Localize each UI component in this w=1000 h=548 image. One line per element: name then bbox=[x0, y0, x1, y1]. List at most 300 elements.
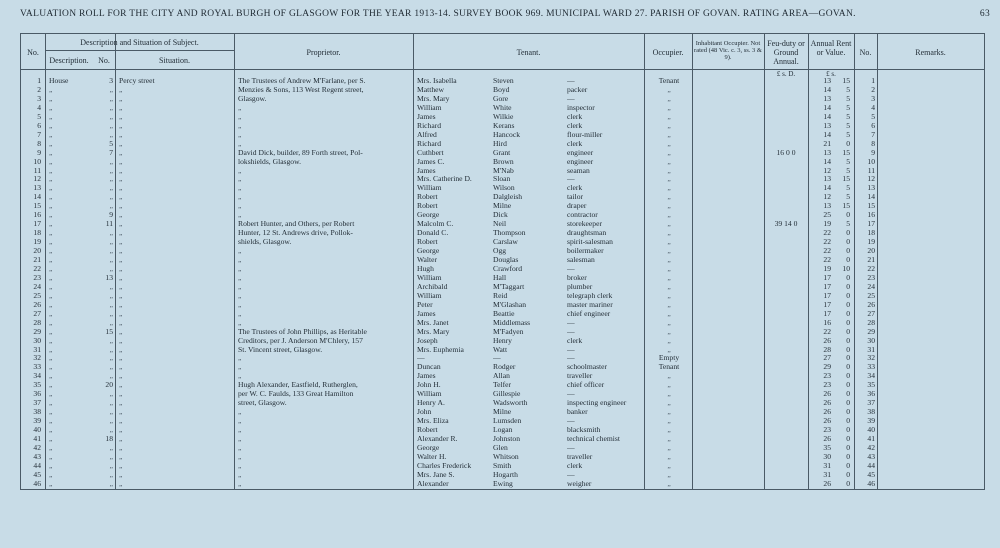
cell-no2: 9 bbox=[871, 148, 875, 157]
table-row bbox=[21, 202, 984, 210]
col-feu-duty: Feu-duty or Ground Annual. bbox=[767, 39, 805, 66]
cell-hno: „ bbox=[109, 103, 113, 112]
cell-first: George bbox=[417, 211, 440, 220]
cell-no2: 29 bbox=[867, 327, 875, 336]
cell-rent-l: 26 bbox=[823, 479, 831, 488]
cell-no: 4 bbox=[37, 103, 41, 112]
cell-last: Steven bbox=[493, 77, 514, 85]
cell-occupier: „ bbox=[667, 273, 671, 282]
cell-first: Richard bbox=[417, 121, 442, 130]
cell-first: Malcolm C. bbox=[417, 220, 454, 229]
table-row bbox=[21, 372, 984, 380]
cell-hno: „ bbox=[109, 175, 113, 184]
cell-hno: „ bbox=[109, 94, 113, 103]
cell-sit: „ bbox=[119, 470, 123, 479]
cell-last: Glen bbox=[493, 443, 508, 452]
cell-no: 17 bbox=[33, 220, 41, 229]
cell-sit: „ bbox=[119, 345, 123, 354]
table-row bbox=[21, 363, 984, 371]
cell-desc: „ bbox=[49, 175, 53, 184]
cell-occ: traveller bbox=[567, 372, 593, 381]
cell-prop: shields, Glasgow. bbox=[238, 238, 292, 247]
cell-desc: „ bbox=[49, 121, 53, 130]
cell-desc: „ bbox=[49, 479, 53, 488]
cell-no: 15 bbox=[33, 202, 41, 211]
table-row bbox=[21, 453, 984, 461]
cell-rent-l: 26 bbox=[823, 336, 831, 345]
table-row bbox=[21, 444, 984, 452]
cell-no2: 15 bbox=[867, 202, 875, 211]
cell-no: 8 bbox=[37, 139, 41, 148]
cell-last: Wadsworth bbox=[493, 399, 528, 408]
cell-desc: „ bbox=[49, 193, 53, 202]
cell-last: Gore bbox=[493, 94, 509, 103]
cell-desc: „ bbox=[49, 452, 53, 461]
cell-occupier: „ bbox=[667, 256, 671, 264]
cell-rent-l: 17 bbox=[823, 300, 831, 309]
cell-rent-s: 0 bbox=[846, 390, 850, 399]
cell-occ: — bbox=[567, 264, 575, 273]
cell-no2: 43 bbox=[867, 452, 875, 461]
cell-desc: „ bbox=[49, 139, 53, 148]
cell-rent-l: 29 bbox=[823, 363, 831, 372]
cell-first: Mrs. Janet bbox=[417, 318, 449, 327]
table-row bbox=[21, 184, 984, 192]
cell-sit: „ bbox=[119, 363, 123, 372]
table-row bbox=[21, 86, 984, 94]
table-row bbox=[21, 399, 984, 407]
cell-no2: 28 bbox=[867, 318, 875, 327]
cell-rent-s: 15 bbox=[842, 148, 850, 157]
cell-no: 20 bbox=[33, 247, 41, 256]
cell-first: Mrs. Catherine D. bbox=[417, 175, 472, 184]
cell-rent-s: 0 bbox=[846, 372, 850, 381]
cell-occupier: „ bbox=[667, 264, 671, 273]
cell-rent-s: 0 bbox=[846, 345, 850, 354]
cell-rent-s: 0 bbox=[846, 470, 850, 479]
cell-desc: „ bbox=[49, 417, 53, 426]
cell-desc: „ bbox=[49, 157, 53, 166]
cell-desc: „ bbox=[49, 229, 53, 238]
cell-occupier: Empty bbox=[658, 354, 680, 363]
cell-prop: „ bbox=[238, 130, 242, 139]
page-header bbox=[20, 9, 990, 19]
cell-no: 3 bbox=[37, 94, 41, 103]
cell-prop: David Dick, builder, 89 Forth street, Pol- bbox=[238, 148, 363, 157]
cell-desc: „ bbox=[49, 354, 53, 363]
cell-no2: 17 bbox=[867, 220, 875, 229]
cell-desc: „ bbox=[49, 443, 53, 452]
cell-no: 32 bbox=[33, 354, 41, 363]
col-proprietor: Proprietor. bbox=[306, 48, 341, 57]
cell-rent-l: 31 bbox=[823, 461, 831, 470]
cell-first: Robert bbox=[417, 426, 438, 435]
cell-rent-s: 0 bbox=[846, 318, 850, 327]
cell-rent-s: 5 bbox=[846, 103, 850, 112]
cell-last: Neil bbox=[493, 220, 507, 229]
cell-sit: „ bbox=[119, 121, 123, 130]
cell-occ: plumber bbox=[567, 282, 593, 291]
cell-hno: „ bbox=[109, 130, 113, 139]
table-row bbox=[21, 274, 984, 282]
cell-rent-s: 5 bbox=[846, 157, 850, 166]
feu-units: £ s. D. bbox=[776, 70, 796, 78]
cell-occupier: „ bbox=[667, 318, 671, 327]
cell-occ: technical chemist bbox=[567, 435, 620, 443]
cell-occupier: „ bbox=[667, 166, 671, 175]
cell-last: Smith bbox=[493, 461, 512, 470]
cell-sit: „ bbox=[119, 193, 123, 202]
cell-prop: „ bbox=[238, 426, 242, 435]
cell-hno: „ bbox=[109, 202, 113, 211]
cell-rent-s: 0 bbox=[846, 238, 850, 247]
cell-no: 45 bbox=[33, 470, 41, 479]
cell-no2: 19 bbox=[867, 238, 875, 247]
cell-rent-l: 22 bbox=[823, 238, 831, 247]
cell-occ: traveller bbox=[567, 452, 593, 461]
cell-prop: „ bbox=[238, 273, 242, 282]
cell-hno: „ bbox=[109, 354, 113, 363]
cell-first: Robert bbox=[417, 202, 438, 211]
cell-prop: lokshields, Glasgow. bbox=[238, 157, 301, 166]
cell-first: Mrs. Euphemia bbox=[417, 345, 464, 354]
cell-no: 7 bbox=[37, 130, 41, 139]
cell-rent-l: 35 bbox=[823, 443, 831, 452]
cell-occupier: „ bbox=[667, 175, 671, 184]
cell-no: 24 bbox=[33, 282, 41, 291]
col-no-right: No. bbox=[859, 48, 872, 57]
rent-units: £ s. bbox=[826, 70, 836, 78]
cell-occupier: „ bbox=[667, 426, 671, 435]
cell-first: Alexander bbox=[417, 479, 449, 488]
cell-hno: 15 bbox=[105, 327, 113, 336]
cell-hno: „ bbox=[109, 443, 113, 452]
cell-no: 35 bbox=[33, 381, 41, 390]
cell-desc: „ bbox=[49, 211, 53, 220]
cell-hno: „ bbox=[109, 479, 113, 488]
cell-prop: per W. C. Faulds, 133 Great Hamilton bbox=[238, 390, 354, 399]
cell-no: 36 bbox=[33, 390, 41, 399]
cell-occ: — bbox=[567, 345, 575, 354]
cell-occ: clerk bbox=[567, 121, 583, 130]
cell-occupier: „ bbox=[667, 300, 671, 309]
cell-rent-l: 14 bbox=[823, 130, 831, 139]
cell-rent-s: 0 bbox=[846, 426, 850, 435]
cell-last: Ogg bbox=[493, 247, 507, 256]
cell-rent-l: 19 bbox=[823, 264, 831, 273]
cell-occupier: „ bbox=[667, 157, 671, 166]
cell-sit: „ bbox=[119, 211, 123, 220]
cell-no: 33 bbox=[33, 363, 41, 372]
cell-no2: 36 bbox=[867, 390, 875, 399]
cell-no: 14 bbox=[33, 193, 41, 202]
cell-rent-l: 14 bbox=[823, 103, 831, 112]
table-row bbox=[21, 247, 984, 255]
cell-last: — bbox=[493, 354, 501, 363]
cell-desc: „ bbox=[49, 399, 53, 408]
cell-no2: 40 bbox=[867, 426, 875, 435]
cell-occ: inspector bbox=[567, 103, 595, 112]
cell-desc: „ bbox=[49, 318, 53, 327]
table-row bbox=[21, 131, 984, 139]
page-title: VALUATION ROLL FOR THE CITY AND ROYAL BURGH OF GLASGOW FOR THE YEAR 1913-14. SURVEY BOOK 969. MUNICIPAL WARD 27. PARISH OF GOVAN. RATING AREA—GOVAN. bbox=[20, 9, 856, 19]
table-row bbox=[21, 328, 984, 336]
col-remarks: Remarks. bbox=[915, 48, 946, 57]
cell-no2: 25 bbox=[867, 291, 875, 300]
cell-rent-l: 31 bbox=[823, 470, 831, 479]
cell-prop: „ bbox=[238, 461, 242, 470]
cell-occupier: „ bbox=[667, 399, 671, 408]
cell-rent-s: 5 bbox=[846, 193, 850, 202]
cell-hno: „ bbox=[109, 408, 113, 417]
cell-occ: schoolmaster bbox=[567, 363, 608, 372]
cell-first: John bbox=[417, 408, 432, 417]
cell-occupier: „ bbox=[667, 479, 671, 488]
cell-occ: chief officer bbox=[567, 381, 605, 390]
cell-occupier: „ bbox=[667, 282, 671, 291]
cell-sit: „ bbox=[119, 175, 123, 184]
cell-sit: „ bbox=[119, 336, 123, 345]
cell-sit: „ bbox=[119, 247, 123, 256]
cell-occupier: „ bbox=[667, 372, 671, 381]
table-row bbox=[21, 283, 984, 291]
cell-desc: „ bbox=[49, 220, 53, 229]
cell-no: 25 bbox=[33, 291, 41, 300]
cell-sit: „ bbox=[119, 184, 123, 193]
table-row bbox=[21, 77, 984, 85]
cell-prop: „ bbox=[238, 184, 242, 193]
cell-hno: „ bbox=[109, 184, 113, 193]
cell-first: Alfred bbox=[417, 130, 437, 139]
cell-no: 13 bbox=[33, 184, 41, 193]
cell-desc: „ bbox=[49, 130, 53, 139]
cell-desc: „ bbox=[49, 184, 53, 193]
cell-occ: — bbox=[567, 94, 575, 103]
cell-prop: „ bbox=[238, 291, 242, 300]
cell-prop: „ bbox=[238, 372, 242, 381]
cell-hno: „ bbox=[109, 399, 113, 408]
cell-no2: 18 bbox=[867, 229, 875, 238]
cell-occ: chief engineer bbox=[567, 309, 611, 318]
cell-sit: „ bbox=[119, 354, 123, 363]
cell-first: William bbox=[417, 291, 442, 300]
cell-first: Mrs. Jane S. bbox=[417, 470, 455, 479]
cell-occupier: „ bbox=[667, 202, 671, 211]
cell-sit: „ bbox=[119, 273, 123, 282]
cell-no: 26 bbox=[33, 300, 41, 309]
cell-no2: 6 bbox=[871, 121, 875, 130]
cell-prop: „ bbox=[238, 408, 242, 417]
cell-no: 30 bbox=[33, 336, 41, 345]
cell-hno: „ bbox=[109, 121, 113, 130]
cell-no: 27 bbox=[33, 309, 41, 318]
table-row bbox=[21, 104, 984, 112]
table-row bbox=[21, 265, 984, 273]
cell-hno: „ bbox=[109, 238, 113, 247]
cell-sit: „ bbox=[119, 103, 123, 112]
cell-desc: „ bbox=[49, 363, 53, 372]
cell-desc: „ bbox=[49, 345, 53, 354]
cell-no: 31 bbox=[33, 345, 41, 354]
cell-hno: „ bbox=[109, 363, 113, 372]
cell-hno: „ bbox=[109, 282, 113, 291]
cell-no2: 23 bbox=[867, 273, 875, 282]
cell-prop: Robert Hunter, and Others, per Robert bbox=[238, 220, 355, 229]
cell-hno: 5 bbox=[109, 139, 113, 148]
cell-occ: — bbox=[567, 327, 575, 336]
cell-no: 12 bbox=[33, 175, 41, 184]
table-row bbox=[21, 193, 984, 201]
table-row bbox=[21, 175, 984, 183]
cell-hno: „ bbox=[109, 345, 113, 354]
cell-sit: „ bbox=[119, 309, 123, 318]
cell-rent-s: 0 bbox=[846, 273, 850, 282]
cell-prop: The Trustees of Andrew M'Farlane, per S. bbox=[238, 77, 366, 85]
cell-last: Hogarth bbox=[493, 470, 518, 479]
cell-desc: „ bbox=[49, 94, 53, 103]
cell-occ: spirit-salesman bbox=[567, 238, 613, 247]
cell-occ: clerk bbox=[567, 336, 583, 345]
cell-desc: „ bbox=[49, 470, 53, 479]
cell-rent-s: 0 bbox=[846, 408, 850, 417]
cell-prop: St. Vincent street, Glasgow. bbox=[238, 345, 323, 354]
cell-rent-l: 28 bbox=[823, 345, 831, 354]
cell-last: Rodger bbox=[493, 363, 516, 372]
cell-sit: „ bbox=[119, 318, 123, 327]
cell-occ: — bbox=[567, 443, 575, 452]
cell-prop: „ bbox=[238, 300, 242, 309]
cell-first: Donald C. bbox=[417, 229, 449, 238]
cell-occupier: „ bbox=[667, 291, 671, 300]
cell-rent-s: 0 bbox=[846, 399, 850, 408]
cell-rent-s: 0 bbox=[846, 443, 850, 452]
cell-no2: 33 bbox=[867, 363, 875, 372]
cell-prop: „ bbox=[238, 264, 242, 273]
cell-first: Matthew bbox=[417, 85, 444, 94]
cell-occupier: „ bbox=[667, 85, 671, 94]
cell-prop: „ bbox=[238, 211, 242, 220]
cell-occ: salesman bbox=[567, 256, 595, 264]
table-row bbox=[21, 113, 984, 121]
cell-occupier: „ bbox=[667, 211, 671, 220]
table-row bbox=[21, 480, 984, 488]
cell-last: M'Glashan bbox=[493, 300, 527, 309]
cell-rent-l: 19 bbox=[823, 220, 831, 229]
cell-sit: „ bbox=[119, 372, 123, 381]
cell-hno: „ bbox=[109, 247, 113, 256]
cell-sit: Percy street bbox=[119, 77, 155, 85]
cell-hno: „ bbox=[109, 166, 113, 175]
cell-rent-l: 13 bbox=[823, 175, 831, 184]
cell-occ: tailor bbox=[567, 193, 584, 202]
cell-occ: contractor bbox=[567, 211, 598, 220]
cell-desc: „ bbox=[49, 85, 53, 94]
cell-occ: engineer bbox=[567, 157, 594, 166]
cell-rent-l: 12 bbox=[823, 166, 831, 175]
table-row bbox=[21, 229, 984, 237]
cell-desc: „ bbox=[49, 309, 53, 318]
cell-desc: „ bbox=[49, 372, 53, 381]
cell-no: 23 bbox=[33, 273, 41, 282]
cell-desc: „ bbox=[49, 112, 53, 121]
cell-hno: „ bbox=[109, 461, 113, 470]
cell-no: 28 bbox=[33, 318, 41, 327]
table-row bbox=[21, 310, 984, 318]
cell-rent-l: 14 bbox=[823, 184, 831, 193]
cell-occupier: „ bbox=[667, 130, 671, 139]
cell-last: Telfer bbox=[493, 381, 512, 390]
cell-no2: 34 bbox=[867, 372, 875, 381]
cell-occupier: „ bbox=[667, 390, 671, 399]
cell-rent-s: 5 bbox=[846, 94, 850, 103]
col-description: Description. bbox=[49, 56, 89, 65]
cell-no: 41 bbox=[33, 435, 41, 443]
cell-hno: „ bbox=[109, 157, 113, 166]
cell-no2: 11 bbox=[867, 166, 875, 175]
table-row bbox=[21, 408, 984, 416]
cell-rent-l: 22 bbox=[823, 327, 831, 336]
cell-first: Henry A. bbox=[417, 399, 445, 408]
cell-no2: 38 bbox=[867, 408, 875, 417]
cell-no: 6 bbox=[37, 121, 41, 130]
cell-occ: clerk bbox=[567, 184, 583, 193]
cell-first: Walter H. bbox=[417, 452, 447, 461]
cell-first: James bbox=[417, 309, 436, 318]
cell-hno: 9 bbox=[109, 211, 113, 220]
cell-sit: „ bbox=[119, 157, 123, 166]
cell-rent-s: 0 bbox=[846, 282, 850, 291]
cell-hno: „ bbox=[109, 291, 113, 300]
cell-sit: „ bbox=[119, 327, 123, 336]
cell-rent-l: 17 bbox=[823, 291, 831, 300]
cell-last: Crawford bbox=[493, 264, 523, 273]
cell-desc: „ bbox=[49, 381, 53, 390]
cell-first: George bbox=[417, 443, 440, 452]
cell-last: Logan bbox=[493, 426, 513, 435]
cell-prop: „ bbox=[238, 435, 242, 443]
cell-rent-l: 13 bbox=[823, 121, 831, 130]
cell-sit: „ bbox=[119, 139, 123, 148]
cell-occupier: „ bbox=[667, 238, 671, 247]
cell-no2: 13 bbox=[867, 184, 875, 193]
cell-rent-s: 0 bbox=[846, 309, 850, 318]
cell-hno: 3 bbox=[109, 77, 113, 85]
cell-prop: „ bbox=[238, 112, 242, 121]
cell-occ: telegraph clerk bbox=[567, 291, 613, 300]
cell-no: 40 bbox=[33, 426, 41, 435]
cell-first: James bbox=[417, 112, 436, 121]
cell-occupier: „ bbox=[667, 184, 671, 193]
cell-no: 2 bbox=[37, 85, 41, 94]
cell-desc: „ bbox=[49, 426, 53, 435]
cell-occupier: „ bbox=[667, 229, 671, 238]
cell-last: Beattie bbox=[493, 309, 515, 318]
cell-rent-s: 0 bbox=[846, 300, 850, 309]
col-tenant: Tenant. bbox=[516, 48, 541, 57]
table-row bbox=[21, 211, 984, 219]
cell-last: Whitson bbox=[493, 452, 519, 461]
col-desc-group: Description and Situation of Subject. bbox=[80, 38, 199, 47]
table-row bbox=[21, 167, 984, 175]
cell-desc: „ bbox=[49, 256, 53, 264]
cell-no2: 22 bbox=[867, 264, 875, 273]
table-row bbox=[21, 426, 984, 434]
table-row bbox=[21, 220, 984, 228]
cell-occ: — bbox=[567, 417, 575, 426]
cell-rent-s: 5 bbox=[846, 184, 850, 193]
cell-first: Duncan bbox=[417, 363, 441, 372]
cell-no2: 8 bbox=[871, 139, 875, 148]
